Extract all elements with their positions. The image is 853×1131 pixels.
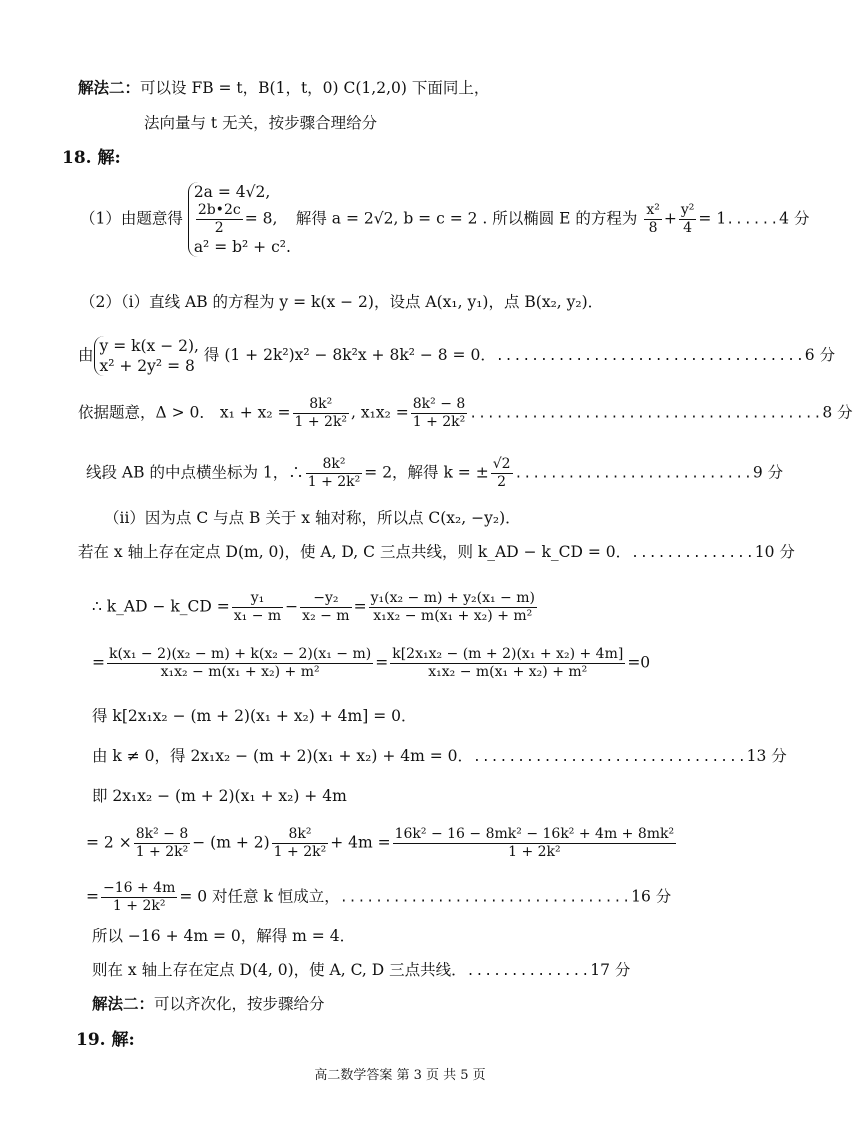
derive-3: 即 2x₁x₂ − (m + 2)(x₁ + x₂) + 4m	[92, 787, 347, 805]
kdiff-row	[92, 590, 539, 625]
derive-1: 得 k[2x₁x₂ − (m + 2)(x₁ + x₂) + 4m] = 0．	[92, 707, 417, 725]
method2-b-text: 可以齐次化，按步骤给分	[154, 995, 325, 1013]
conclusion-row: 则在 x 轴上存在定点 D(4, 0)，使 A, C, D 三点共线．..............17 分	[92, 961, 631, 979]
kline2-tail: =0	[627, 653, 651, 672]
eq2-num: 2b•2c	[197, 202, 241, 218]
vieta-row: 依据题意，Δ > 0． x₁ + x₂ = $\frac{\text{8k²}}{\text{1 + 2k²}}$ , x₁x₂ = $\frac{\text{8k² − 8}}{\text{1 + 2k²}}$ ........................................8 分	[78, 396, 853, 430]
kdiff-prefix: ∴ k_AD − k_CD =	[92, 597, 230, 616]
ellipse-x-den: 8	[644, 219, 662, 237]
vieta-prod-num: 8k² − 8	[412, 396, 466, 412]
midpoint-k-den: 2	[491, 473, 513, 491]
kline2-f2-num: k[2x₁x₂ − (m + 2)(x₁ + x₂) + 4m]	[392, 646, 624, 662]
fixed-point-text: 若在 x 轴上存在定点 D(m, 0)，使 A, D, C 三点共线，则 k_AD − k_CD = 0．	[78, 543, 632, 561]
line-system	[94, 336, 199, 376]
midpoint-prefix: 线段 AB 的中点横坐标为 1，∴	[86, 463, 304, 482]
score-13: 13 分	[746, 747, 787, 765]
kdiff-f2-num: −y₂	[313, 590, 339, 606]
ellipse-y-den: 4	[679, 219, 697, 237]
kdiff-eq: =	[353, 597, 367, 616]
page-footer: 高二数学答案 第 3 页 共 5 页	[314, 1068, 486, 1083]
final-num: −16 + 4m	[103, 880, 176, 896]
line-sys1: y = k(x − 2),	[99, 337, 199, 355]
score-9: 9 分	[752, 463, 784, 482]
line-sys-result: 得 (1 + 2k²)x² − 8k²x + 8k² − 8 = 0．	[203, 346, 496, 364]
midpoint-mid: = 2，解得 k = ±	[364, 463, 489, 482]
part2-i: （2）（i）直线 AB 的方程为 y = k(x − 2)，设点 A(x₁, y₁)，点 B(x₂, y₂)．	[80, 293, 604, 311]
midpoint-row: 线段 AB 的中点横坐标为 1，∴ $\frac{\text{8k²}}{\text{1 + 2k²}}$ = 2，解得 k = ± $\frac{√2}{2}$ ...........................9 分	[86, 456, 784, 490]
score-16: 16 分	[631, 887, 672, 906]
eq2-den: 2	[196, 219, 243, 237]
part1-line: （1）由题意得 2a = 4√2, $\frac{2b•2c}{2}$ = 8, a² = b² + c². 解得 a = 2√2, b = c = 2 . 所以椭圆 E 的方程为 $\frac{\text{x²}}{8}$ + $\frac{\text{y²}}{4}$ = 1......4 分	[80, 183, 810, 256]
sub-f1-den: 1 + 2k²	[135, 844, 189, 860]
question-18-header: 18. 解:	[62, 148, 121, 168]
final-prefix: =	[86, 887, 99, 906]
ellipse-rhs: = 1	[698, 209, 727, 228]
method2-label: 解法二：	[78, 78, 141, 97]
derive-2-row: 由 k ≠ 0，得 2x₁x₂ − (m + 2)(x₁ + x₂) + 4m = 0．...............................13 分	[92, 747, 787, 765]
solve-m: 所以 −16 + 4m = 0，解得 m = 4．	[92, 927, 356, 945]
sub-f2-den: 1 + 2k²	[273, 844, 327, 860]
vieta-sum-den: 1 + 2k²	[294, 414, 348, 430]
kdiff-f1-num: y₁	[250, 590, 265, 606]
kdiff-f3-num: y₁(x₂ − m) + y₂(x₁ − m)	[370, 590, 535, 606]
final-row: = $\frac{-16 + 4m}{\text{1 + 2k²}}$ = 0 对任意 k 恒成立，.................................16 分	[86, 880, 672, 914]
kline2-f1-den: x₁x₂ − m(x₁ + x₂) + m²	[107, 663, 373, 681]
vieta-mid: , x₁x₂ =	[351, 403, 409, 422]
method2-note: 法向量与 t 无关，按步骤合理给分	[144, 114, 378, 132]
kline2-f2-den: x₁x₂ − m(x₁ + x₂) + m²	[390, 663, 625, 681]
vieta-prod-den: 1 + 2k²	[412, 414, 466, 430]
line-system-row: 由 y = k(x − 2), x² + 2y² = 8 得 (1 + 2k²)x² − 8k²x + 8k² − 8 = 0．...................................6 分	[78, 337, 836, 375]
part1-eq1: 2a = 4√2,	[193, 183, 271, 201]
sub-f2-num: 8k²	[288, 826, 312, 842]
method2-line	[78, 78, 489, 98]
part1-eq3: a² = b² + c².	[193, 238, 291, 256]
midpoint-k-num: √2	[492, 456, 511, 472]
substitution-row	[86, 826, 678, 861]
sub-f3-den: 1 + 2k²	[393, 843, 677, 861]
line-sys2: x² + 2y² = 8	[99, 357, 195, 375]
part1-eq2	[194, 202, 291, 237]
sub-f1-num: 8k² − 8	[135, 826, 189, 842]
fixed-point-row: 若在 x 轴上存在定点 D(m, 0)，使 A, D, C 三点共线，则 k_AD − k_CD = 0．..............10 分	[78, 543, 795, 561]
kline2-row: = $\frac{\text{k(x₁ − 2)(x₂ − m) + k(x₂ − 2)(x₁ − m)}}{\text{x₁x₂ − m(x₁ + x₂) + m²}}$ = $\frac{\text{k[2x₁x₂ − (m + 2)(x₁ + x₂) + 4m]}}{\text{x₁x₂ − m(x₁ + x₂) + m²}}$ =0	[92, 646, 651, 680]
part2-ii: （ii）因为点 C 与点 B 关于 x 轴对称，所以点 C(x₂, −y₂)．	[104, 509, 521, 527]
sub-f3-num: 16k² − 16 − 8mk² − 16k² + 4m + 8mk²	[394, 826, 675, 842]
kdiff-f1-den: x₁ − m	[233, 608, 282, 624]
score-8: 8 分	[822, 403, 853, 422]
kdiff-minus: −	[285, 597, 299, 616]
part1-solve: 解得 a = 2√2, b = c = 2 . 所以椭圆 E 的方程为	[295, 209, 638, 228]
score-4: 4 分	[779, 209, 810, 228]
line-sys-prefix: 由	[78, 346, 94, 364]
conclusion-text: 则在 x 轴上存在定点 D(4, 0)，使 A, C, D 三点共线．	[92, 961, 467, 979]
method2-text: 可以设 FB = t，B(1，t，0) C(1,2,0) 下面同上，	[140, 79, 490, 97]
kdiff-f3-den: x₁x₂ − m(x₁ + x₂) + m²	[369, 607, 537, 625]
ellipse-y-num: y²	[680, 202, 695, 218]
score-17: 17 分	[590, 961, 631, 979]
final-den: 1 + 2k²	[101, 897, 177, 915]
kdiff-f2-den: x₂ − m	[302, 608, 350, 624]
ellipse-x-num: x²	[646, 202, 660, 218]
vieta-prefix: 依据题意，Δ > 0． x₁ + x₂ =	[78, 403, 291, 422]
question-19-header: 19. 解:	[76, 1030, 135, 1050]
method2-b-line	[92, 994, 325, 1014]
eq2-rhs: = 8,	[244, 209, 278, 228]
kline2-f1-num: k(x₁ − 2)(x₂ − m) + k(x₂ − 2)(x₁ − m)	[109, 646, 372, 662]
part1-prefix: （1）由题意得	[80, 209, 183, 228]
score-10: 10 分	[754, 543, 795, 561]
derive-2: 由 k ≠ 0，得 2x₁x₂ − (m + 2)(x₁ + x₂) + 4m = 0．	[92, 747, 474, 765]
midpoint-num: 8k²	[322, 456, 346, 472]
midpoint-den: 1 + 2k²	[307, 474, 361, 490]
score-6: 6 分	[804, 346, 836, 364]
sub-mid: − (m + 2)	[192, 833, 270, 852]
part1-system	[188, 182, 291, 257]
sub-plus: + 4m =	[330, 833, 391, 852]
method2-b-label: 解法二：	[92, 994, 155, 1013]
final-tail: = 0 对任意 k 恒成立，	[179, 887, 340, 906]
vieta-sum-num: 8k²	[309, 396, 333, 412]
sub-prefix: = 2 ×	[86, 833, 132, 852]
